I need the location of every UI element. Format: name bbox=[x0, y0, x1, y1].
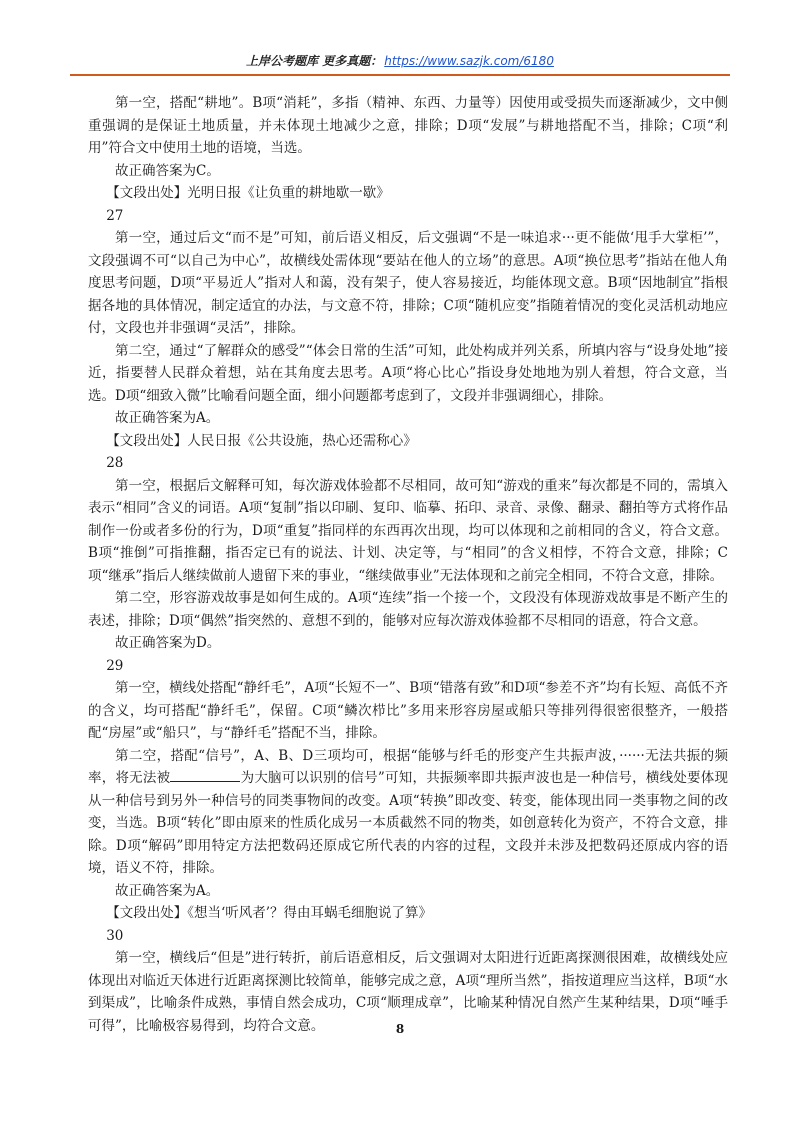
q27-para-2: 第二空，通过“了解群众的感受”“体会日常的生活”可知，此处构成并列关系，所填内容与“设身处地”接近，指要替人民群众着想，站在其角度去思考。A项“将心比心”指设身处地地为别人着想，符合文意，当选。D项“细致入微”比喻看问题全面，细小问题都考虑到了，文段并非强调细心，排除。 bbox=[88, 342, 728, 404]
header-divider bbox=[70, 74, 730, 76]
q29-para-1: 第一空，横线处搭配“静纤毛”，A项“长短不一”、B项“错落有致”和D项“参差不齐”均有长短、高低不齐的含义，均可搭配“静纤毛”，保留。C项“鳞次栉比”多用来形容房屋或船只等排列得很密很整齐，一般搭配“房屋”或“船只”，与“静纤毛”搭配不当，排除。 bbox=[88, 680, 728, 741]
q29-number: 29 bbox=[106, 657, 124, 674]
q26-answer: 故正确答案为C。 bbox=[115, 162, 220, 179]
q29-para-2 bbox=[88, 745, 728, 880]
fill-blank bbox=[170, 767, 240, 782]
q26-source: 【文段出处】光明日报《让负重的耕地歇一歇》 bbox=[106, 185, 390, 201]
page-header bbox=[70, 52, 730, 69]
q29-para-2-part-a: 第二空，搭配“信号”，A、B、D三项均可，根据“能够与纤毛的形变产生共振声波，······无法共振的频率，将无法被 bbox=[88, 747, 728, 786]
q29-source: 【文段出处】《想当‘听风者’？得由耳蜗毛细胞说了算》 bbox=[106, 905, 433, 921]
q27-answer: 故正确答案为A。 bbox=[115, 410, 220, 426]
q27-number: 27 bbox=[106, 207, 124, 224]
q30-para-1: 第一空，横线后“但是”进行转折，前后语意相反，后文强调对太阳进行近距离探测很困难，故横线处应体现出对临近天体进行近距离探测比较简单，能够完成之意，A项“理所当然”，指按道理应当这样，B项“水到渠成”，比喻条件成熟，事情自然会成功，C项“顺理成章”，比喻某种情况自然产生某种结果，D项“唾手可得”，比喻极容易得到，均符合文意。 bbox=[88, 950, 728, 1034]
q28-para-2: 第二空，形容游戏故事是如何生成的。A项“连续”指一个接一个，文段没有体现游戏故事是不断产生的表述，排除；D项“偶然”指突然的、意想不到的，能够对应每次游戏体验都不尽相同的语意，符合文意。 bbox=[88, 590, 728, 629]
header-label: 上岸公考题库 更多真题： bbox=[246, 54, 383, 68]
q27-source: 【文段出处】人民日报《公共设施，热心还需称心》 bbox=[106, 432, 417, 449]
q27-para-1: 第一空，通过后文“而不是”可知，前后语义相反，后文强调“不是一味追求···更不能做‘甩手大掌柜’”，文段强调不可“以自己为中心”，故横线处需体现“要站在他人的立场”的意思。A项“换位思考”指站在他人角度思考问题，D项“平易近人”指对人和蔼，没有架子，使人容易接近，均能体现文意。B项“因地制宜”指根据各地的具体情况，制定适宜的办法，与文意不符，排除；C项“随机应变”指随着情况的变化灵活机动地应付，文段也并非强调“灵活”，排除。 bbox=[88, 230, 728, 336]
q29-answer: 故正确答案为A。 bbox=[115, 882, 220, 899]
q28-para-1: 第一空，根据后文解释可知，每次游戏体验都不尽相同，故可知“游戏的重来”每次都是不同的，需填入表示“相同”含义的词语。A项“复制”指以印刷、复印、临摹、拓印、录音、录像、翻录、翻拍等方式将作品制作一份或者多份的行为，D项“重复”指同样的东西再次出现，均可以体现和之前相同的含义，符合文意。B项“推倒”可指推翻，指否定已有的说法、计划、决定等，与“相同”的含义相悖，不符合文意，排除；C项“继承”指后人继续做前人遗留下来的事业，“继续做事业”无法体现和之前完全相同，不符合文意，排除。 bbox=[88, 477, 728, 584]
q28-answer: 故正确答案为D。 bbox=[115, 635, 221, 651]
q26-para-1: 第一空，搭配“耕地”。B项“消耗”，多指（精神、东西、力量等）因使用或受损失而逐渐减少，文中侧重强调的是保证土地质量，并未体现土地减少之意，排除；D项“发展”与耕地搭配不当，排除；C项“利用”符合文中使用土地的语境，当选。 bbox=[88, 95, 728, 156]
page-number: 8 bbox=[395, 1022, 405, 1036]
document-body bbox=[88, 92, 728, 1037]
header-url-link[interactable]: https://www.sazjk.com/6180 bbox=[384, 54, 554, 68]
q30-number: 30 bbox=[106, 927, 124, 944]
q29-para-2-part-b: 为大脑可以识别的信号”可知，共振频率即共振声波也是一种信号，横线处要体现从一种信号到另外一种信号的同类事物间的改变。A项“转换”即改变、转变，能体现出同一类事物之间的改变，当选。B项“转化”即由原来的性质化成另一本质截然不同的物类，如创意转化为资产，不符合文意，排除。D项“解码”即用特定方法把数码还原成它所代表的内容的过程，文段并未涉及把数码还原成内容的语境，语义不符，排除。 bbox=[88, 770, 728, 876]
q28-number: 28 bbox=[106, 455, 124, 471]
